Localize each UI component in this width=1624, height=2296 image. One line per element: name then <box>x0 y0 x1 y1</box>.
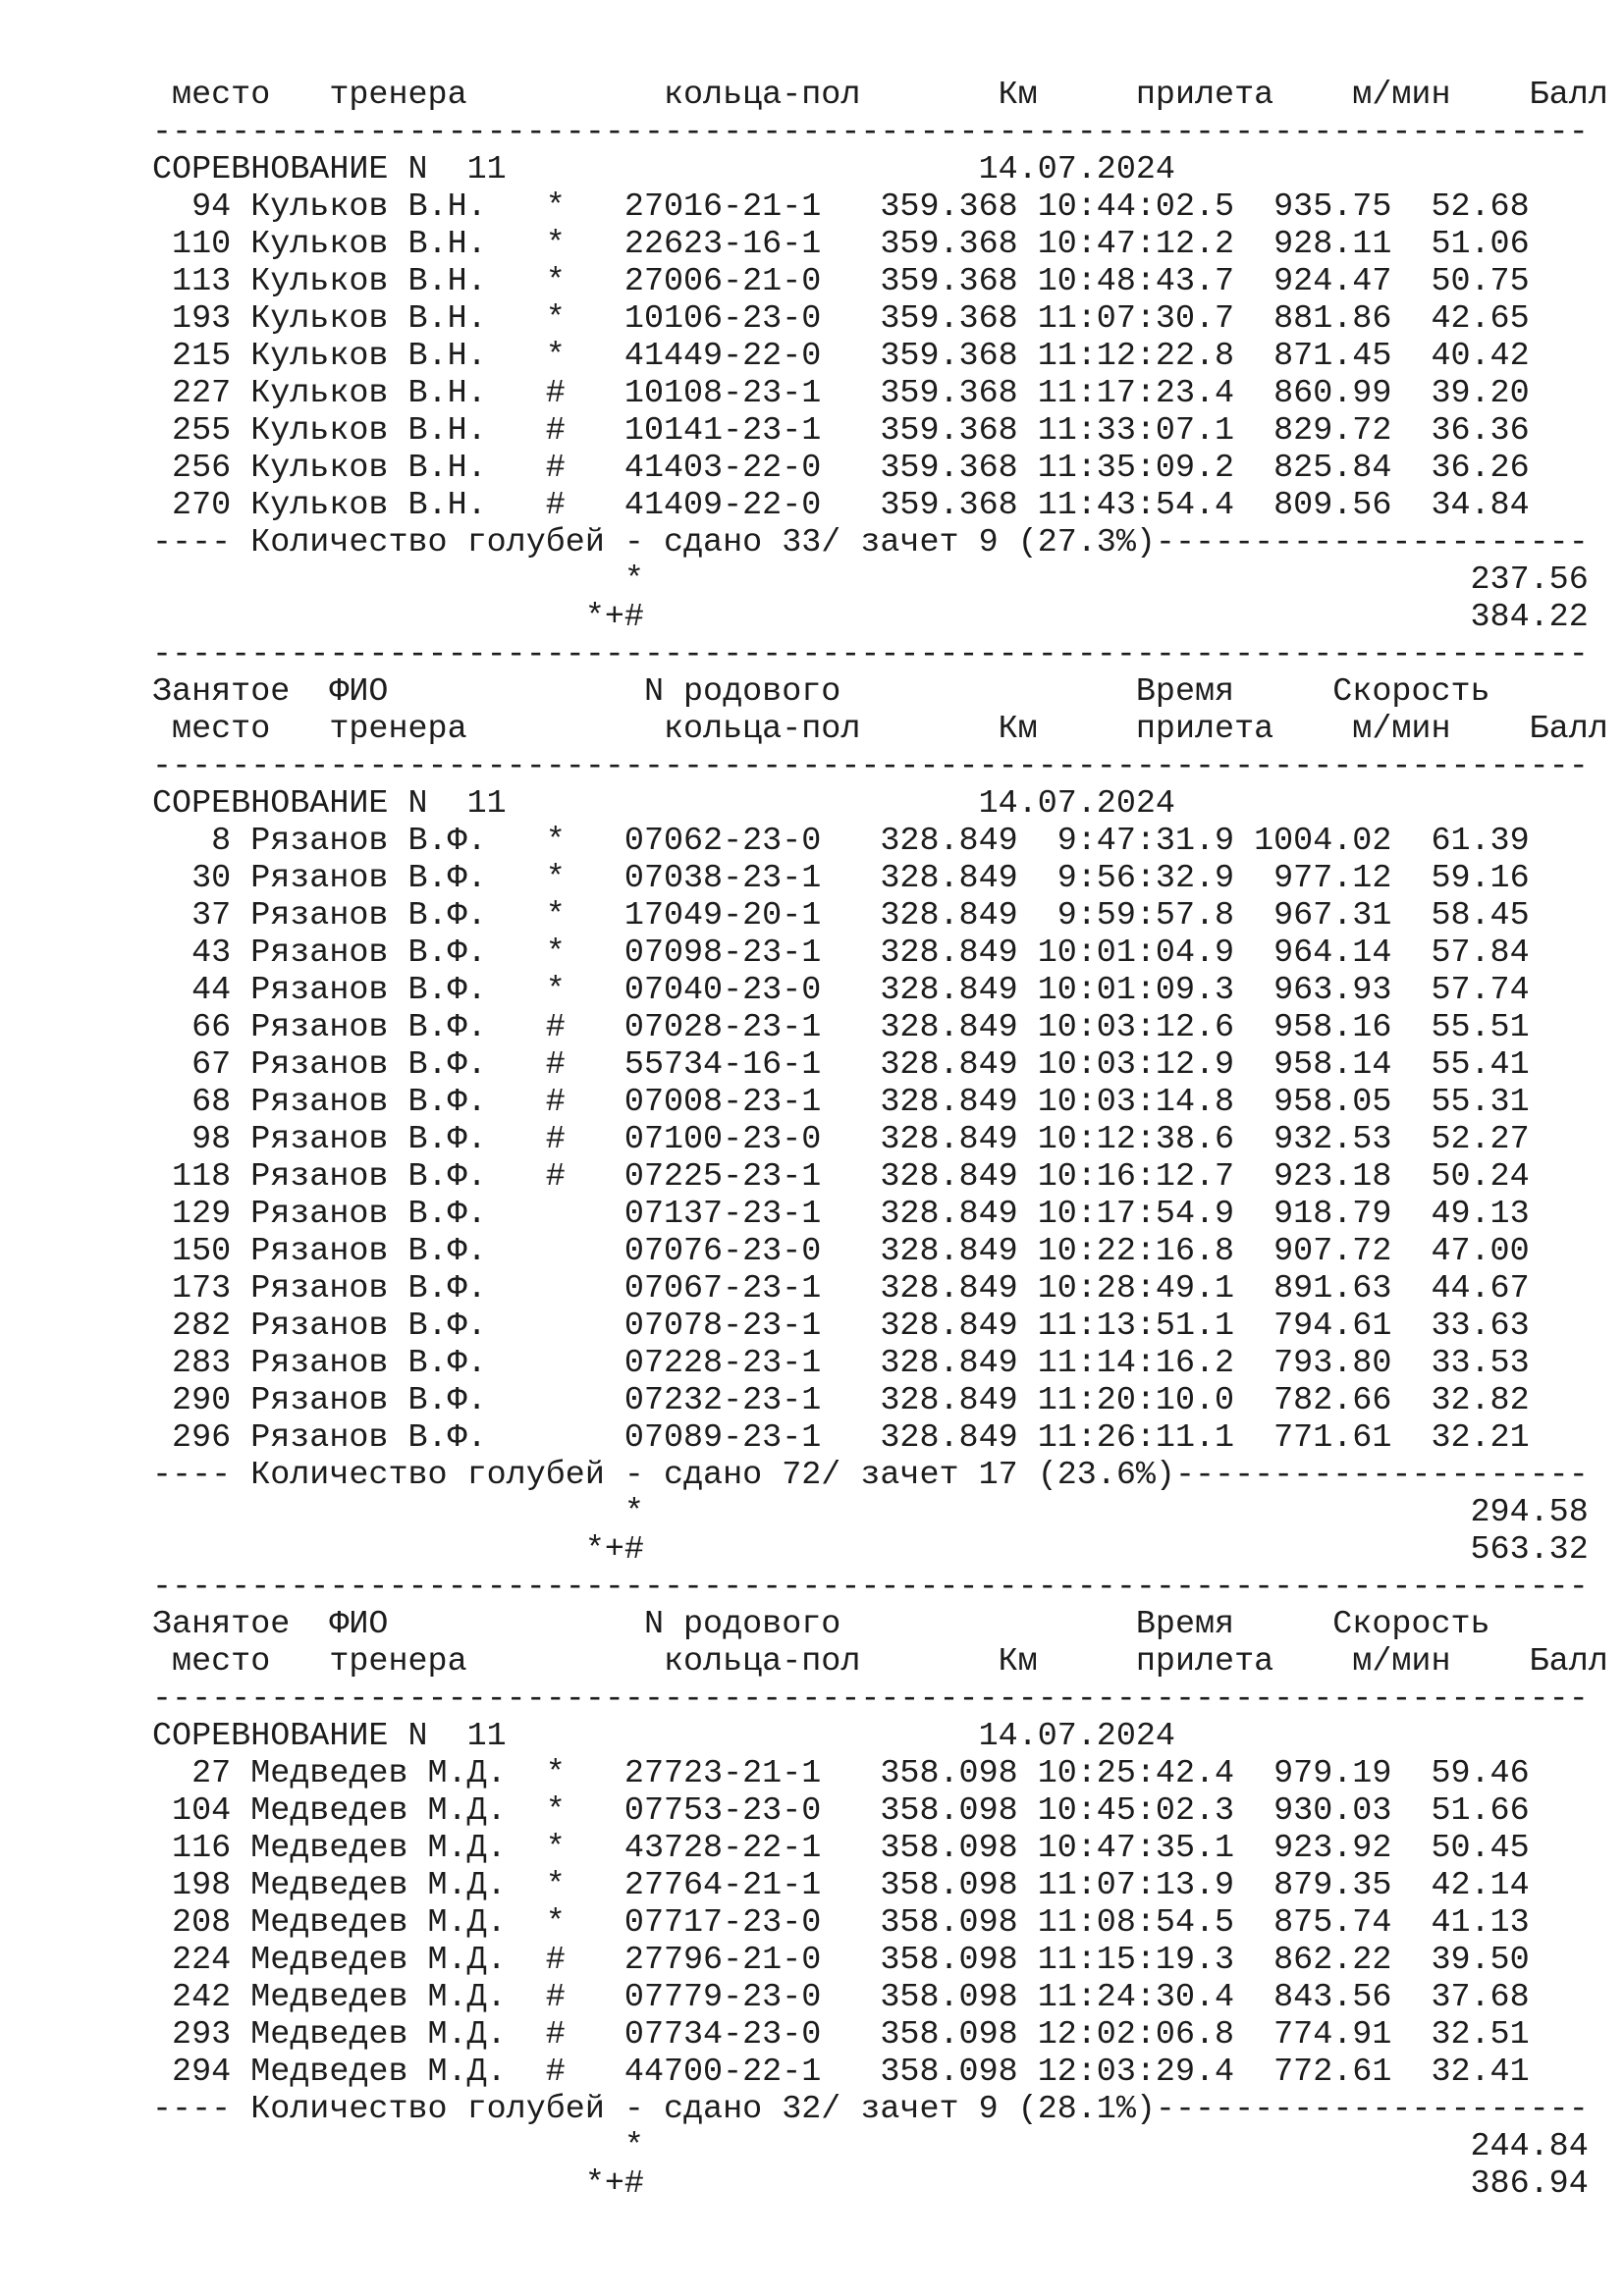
table-row: 66 Рязанов В.Ф. # 07028-23-1 328.849 10:03:12.6 958.16 55.51 <box>152 1009 1530 1046</box>
table-row: 43 Рязанов В.Ф. * 07098-23-1 328.849 10:01:04.9 964.14 57.84 <box>152 934 1530 972</box>
table-row: 116 Медведев М.Д. * 43728-22-1 358.098 10:47:35.1 923.92 50.45 <box>152 1830 1530 1867</box>
competition-header: СОРЕВНОВАНИЕ N 11 14.07.2024 <box>152 1718 1175 1755</box>
table-row: 242 Медведев М.Д. # 07779-23-0 358.098 11:24:30.4 843.56 37.68 <box>152 1979 1530 2016</box>
summary-line: ---- Количество голубей - сдано 32/ зачет 9 (28.1%)---------------------- <box>152 2091 1589 2128</box>
total-star-line: * 244.84 <box>152 2128 1589 2165</box>
total-all-line: *+# 384.22 <box>152 599 1589 636</box>
table-row: 98 Рязанов В.Ф. # 07100-23-0 328.849 10:12:38.6 932.53 52.27 <box>152 1121 1530 1158</box>
table-row: 283 Рязанов В.Ф. 07228-23-1 328.849 11:14:16.2 793.80 33.53 <box>152 1345 1530 1382</box>
table-row: 215 Кульков В.Н. * 41449-22-0 359.368 11:12:22.8 871.45 40.42 <box>152 338 1530 375</box>
total-all-line: *+# 386.94 <box>152 2165 1589 2203</box>
table-row: 67 Рязанов В.Ф. # 55734-16-1 328.849 10:03:12.9 958.14 55.41 <box>152 1046 1530 1084</box>
table-row: 129 Рязанов В.Ф. 07137-23-1 328.849 10:17:54.9 918.79 49.13 <box>152 1196 1530 1233</box>
column-header-line2: место тренера кольца-пол Км прилета м/мин Балл <box>152 711 1608 748</box>
summary-line: ---- Количество голубей - сдано 33/ зачет 9 (27.3%)---------------------- <box>152 524 1589 561</box>
column-header-line1: Занятое ФИО N родового Время Скорость <box>152 673 1490 711</box>
separator-line: ------------------------------------------------------------------------- <box>152 636 1589 673</box>
total-star-line: * 294.58 <box>152 1494 1589 1531</box>
total-all-line: *+# 563.32 <box>152 1531 1589 1569</box>
table-row: 208 Медведев М.Д. * 07717-23-0 358.098 11:08:54.5 875.74 41.13 <box>152 1904 1530 1942</box>
separator-line: ------------------------------------------------------------------------- <box>152 1681 1589 1718</box>
competition-header: СОРЕВНОВАНИЕ N 11 14.07.2024 <box>152 151 1175 188</box>
table-row: 8 Рязанов В.Ф. * 07062-23-0 328.849 9:47:31.9 1004.02 61.39 <box>152 823 1530 860</box>
table-row: 256 Кульков В.Н. # 41403-22-0 359.368 11:35:09.2 825.84 36.26 <box>152 450 1530 487</box>
results-document <box>152 77 1608 2203</box>
table-row: 104 Медведев М.Д. * 07753-23-0 358.098 10:45:02.3 930.03 51.66 <box>152 1792 1530 1830</box>
column-header-line1: Занятое ФИО N родового Время Скорость <box>152 1606 1490 1643</box>
table-row: 290 Рязанов В.Ф. 07232-23-1 328.849 11:20:10.0 782.66 32.82 <box>152 1382 1530 1419</box>
table-row: 30 Рязанов В.Ф. * 07038-23-1 328.849 9:56:32.9 977.12 59.16 <box>152 860 1530 897</box>
summary-line: ---- Количество голубей - сдано 72/ зачет 17 (23.6%)--------------------- <box>152 1457 1589 1494</box>
table-row: 198 Медведев М.Д. * 27764-21-1 358.098 11:07:13.9 879.35 42.14 <box>152 1867 1530 1904</box>
table-row: 224 Медведев М.Д. # 27796-21-0 358.098 11:15:19.3 862.22 39.50 <box>152 1942 1530 1979</box>
table-row: 294 Медведев М.Д. # 44700-22-1 358.098 12:03:29.4 772.61 32.41 <box>152 2054 1530 2091</box>
table-row: 270 Кульков В.Н. # 41409-22-0 359.368 11:43:54.4 809.56 34.84 <box>152 487 1530 524</box>
separator-line: ------------------------------------------------------------------------- <box>152 748 1589 785</box>
table-row: 227 Кульков В.Н. # 10108-23-1 359.368 11:17:23.4 860.99 39.20 <box>152 375 1530 412</box>
table-row: 296 Рязанов В.Ф. 07089-23-1 328.849 11:26:11.1 771.61 32.21 <box>152 1419 1530 1457</box>
table-row: 37 Рязанов В.Ф. * 17049-20-1 328.849 9:59:57.8 967.31 58.45 <box>152 897 1530 934</box>
column-header-line2: место тренера кольца-пол Км прилета м/мин Балл <box>152 1643 1608 1681</box>
table-row: 110 Кульков В.Н. * 22623-16-1 359.368 10:47:12.2 928.11 51.06 <box>152 226 1530 263</box>
table-row: 150 Рязанов В.Ф. 07076-23-0 328.849 10:22:16.8 907.72 47.00 <box>152 1233 1530 1270</box>
table-row: 293 Медведев М.Д. # 07734-23-0 358.098 12:02:06.8 774.91 32.51 <box>152 2016 1530 2054</box>
separator-line: ------------------------------------------------------------------------- <box>152 114 1589 151</box>
table-row: 255 Кульков В.Н. # 10141-23-1 359.368 11:33:07.1 829.72 36.36 <box>152 412 1530 450</box>
table-row: 27 Медведев М.Д. * 27723-21-1 358.098 10:25:42.4 979.19 59.46 <box>152 1755 1530 1792</box>
table-row: 68 Рязанов В.Ф. # 07008-23-1 328.849 10:03:14.8 958.05 55.31 <box>152 1084 1530 1121</box>
table-row: 282 Рязанов В.Ф. 07078-23-1 328.849 11:13:51.1 794.61 33.63 <box>152 1308 1530 1345</box>
table-row: 193 Кульков В.Н. * 10106-23-0 359.368 11:07:30.7 881.86 42.65 <box>152 300 1530 338</box>
table-row: 118 Рязанов В.Ф. # 07225-23-1 328.849 10:16:12.7 923.18 50.24 <box>152 1158 1530 1196</box>
column-header-top: место тренера кольца-пол Км прилета м/мин Балл <box>152 77 1608 114</box>
separator-line: ------------------------------------------------------------------------- <box>152 1569 1589 1606</box>
table-row: 173 Рязанов В.Ф. 07067-23-1 328.849 10:28:49.1 891.63 44.67 <box>152 1270 1530 1308</box>
competition-header: СОРЕВНОВАНИЕ N 11 14.07.2024 <box>152 785 1175 823</box>
table-row: 113 Кульков В.Н. * 27006-21-0 359.368 10:48:43.7 924.47 50.75 <box>152 263 1530 300</box>
table-row: 94 Кульков В.Н. * 27016-21-1 359.368 10:44:02.5 935.75 52.68 <box>152 188 1530 226</box>
table-row: 44 Рязанов В.Ф. * 07040-23-0 328.849 10:01:09.3 963.93 57.74 <box>152 972 1530 1009</box>
total-star-line: * 237.56 <box>152 561 1589 599</box>
